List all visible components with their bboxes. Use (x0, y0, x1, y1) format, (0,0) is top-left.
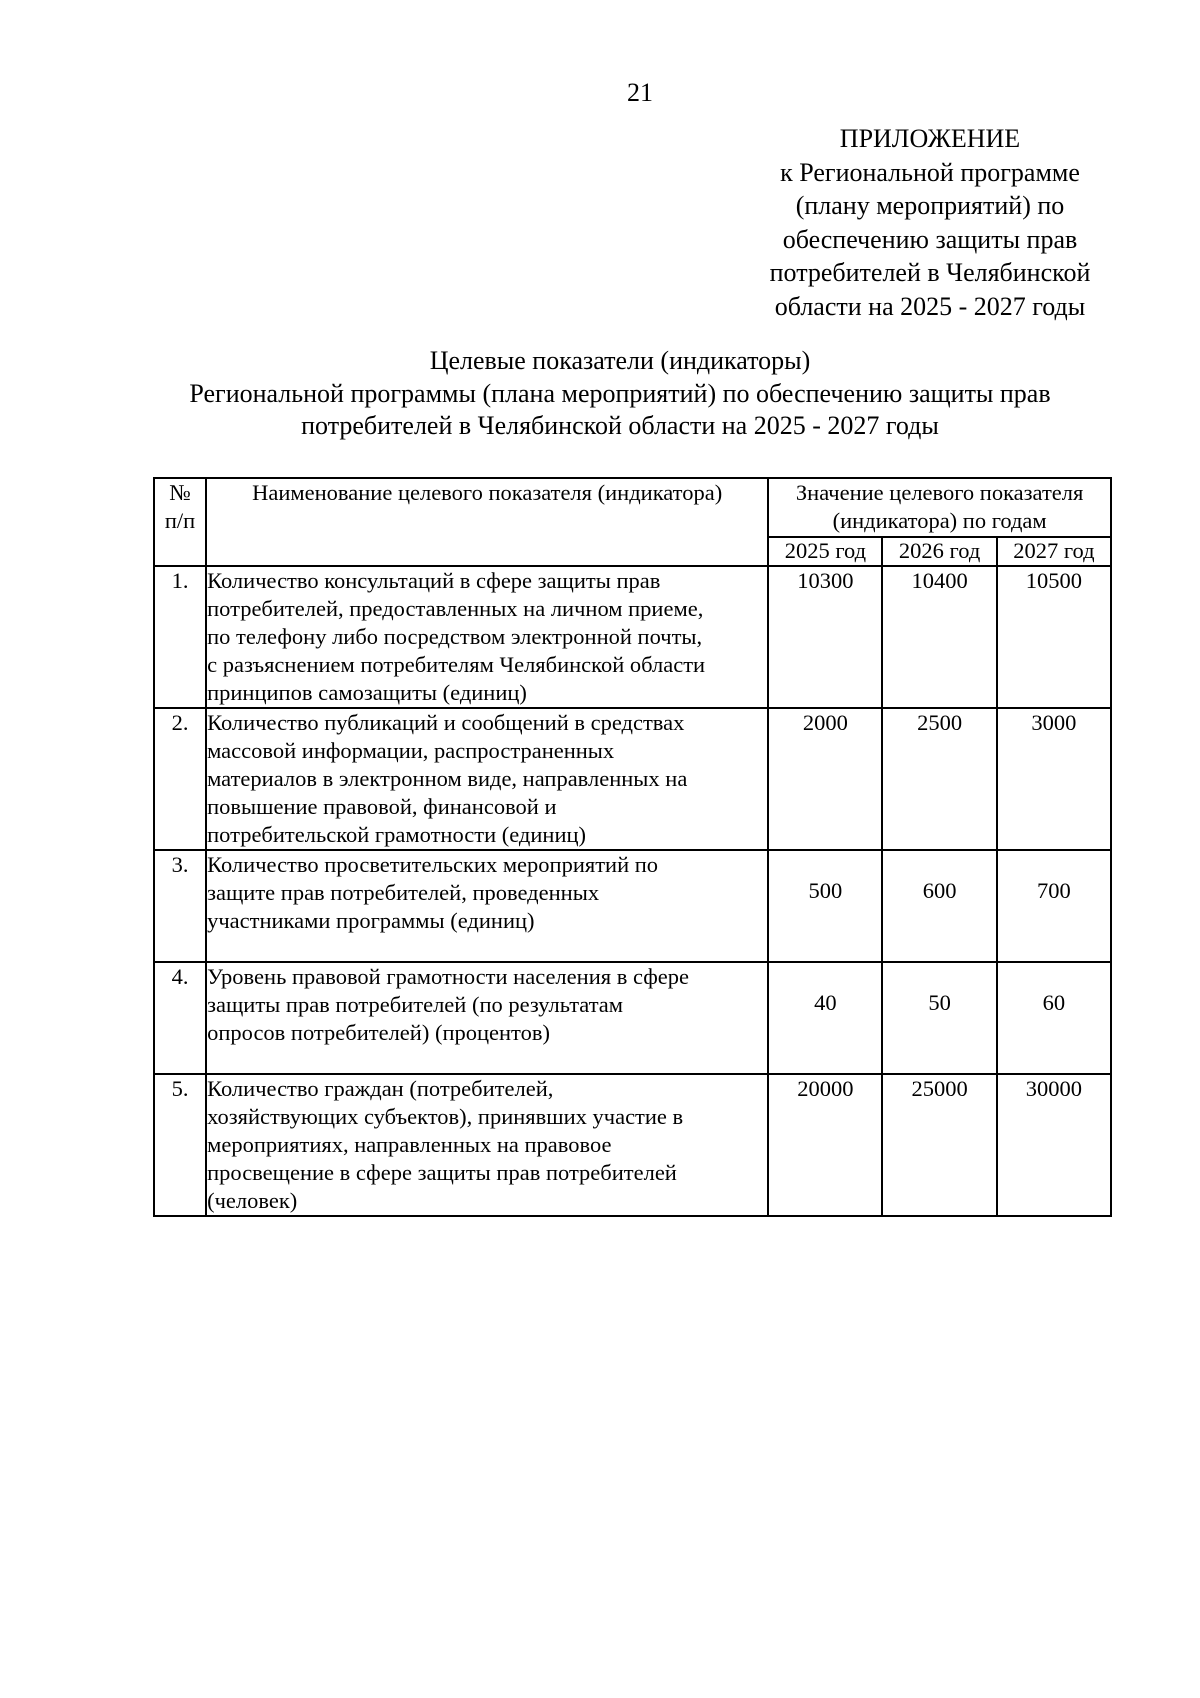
indicator-name-line: (человек) (207, 1188, 298, 1213)
indicator-name-line: принципов самозащиты (единиц) (207, 680, 527, 705)
indicator-name-line: материалов в электронном виде, направленных на (207, 766, 688, 791)
indicator-name-line: массовой информации, распространенных (207, 738, 615, 763)
header-num (154, 478, 206, 566)
value-2027: 10500 (997, 566, 1111, 708)
value-2026: 25000 (882, 1074, 996, 1216)
indicator-name-line: хозяйствующих субъектов), принявших участие в (207, 1104, 684, 1129)
appendix-heading: ПРИЛОЖЕНИЕ (839, 124, 1021, 153)
title-line: Целевые показатели (индикаторы) (429, 346, 811, 375)
table-row (154, 962, 1111, 1074)
indicator-name-line: защиты прав потребителей (по результатам (207, 992, 624, 1017)
row-number: 1. (154, 566, 206, 708)
header-num-line: п/п (164, 508, 196, 533)
indicators-table (153, 477, 1112, 1217)
value-2027: 3000 (997, 708, 1111, 850)
value-2025: 20000 (768, 1074, 882, 1216)
indicator-name (206, 962, 768, 1074)
document-title (120, 345, 1120, 443)
table-row (154, 566, 1111, 708)
indicator-name (206, 850, 768, 962)
header-value-group-line: Значение целевого показателя (795, 480, 1084, 505)
title-line: потребителей в Челябинской области на 2025 - 2027 годы (301, 411, 939, 440)
indicator-name-line: Количество граждан (потребителей, (207, 1076, 554, 1101)
indicator-name-line: мероприятиях, направленных на правовое (207, 1132, 612, 1157)
page-number: 21 (627, 78, 653, 107)
value-2026: 50 (882, 962, 996, 1074)
value-2025: 2000 (768, 708, 882, 850)
appendix-line: обеспечению защиты прав (782, 224, 1078, 254)
indicator-name-line: защите прав потребителей, проведенных (207, 880, 600, 905)
indicator-name-line: Уровень правовой грамотности населения в сфере (207, 964, 690, 989)
header-year-2025: 2025 год (768, 537, 882, 566)
indicator-name-line: повышение правовой, финансовой и (207, 794, 557, 819)
indicator-name (206, 566, 768, 708)
value-2026: 2500 (882, 708, 996, 850)
appendix-line: области на 2025 - 2027 годы (774, 291, 1086, 321)
indicator-name-line: по телефону либо посредством электронной почты, (207, 624, 703, 649)
appendix-block (740, 122, 1120, 323)
value-2026: 10400 (882, 566, 996, 708)
appendix-line: (плану мероприятий) по (795, 191, 1065, 220)
indicator-name-line: Количество просветительских мероприятий по (207, 852, 659, 877)
appendix-line: потребителей в Челябинской (769, 258, 1091, 287)
title-line: Региональной программы (плана мероприятий) по обеспечению защиты прав (189, 378, 1051, 408)
header-name: Наименование целевого показателя (индикатора) (206, 478, 768, 566)
value-2025: 500 (768, 850, 882, 962)
header-year-2026: 2026 год (882, 537, 996, 566)
row-number: 3. (154, 850, 206, 962)
indicator-name-line: с разъяснением потребителям Челябинской области (207, 652, 706, 677)
indicator-name-line: участниками программы (единиц) (207, 908, 535, 933)
indicator-name (206, 708, 768, 850)
value-2025: 10300 (768, 566, 882, 708)
appendix-line: к Региональной программе (780, 157, 1080, 187)
row-number: 5. (154, 1074, 206, 1216)
header-year-2027: 2027 год (997, 537, 1111, 566)
table-row (154, 1074, 1111, 1216)
row-number: 2. (154, 708, 206, 850)
indicator-name (206, 1074, 768, 1216)
indicator-name-line: потребителей, предоставленных на личном приеме, (207, 596, 704, 621)
value-2026: 600 (882, 850, 996, 962)
header-value-group-line: (индикатора) по годам (832, 508, 1047, 533)
indicator-name-line: опросов потребителей) (процентов) (207, 1020, 550, 1045)
value-2025: 40 (768, 962, 882, 1074)
table-row (154, 708, 1111, 850)
header-num-line: № (169, 480, 191, 505)
value-2027: 30000 (997, 1074, 1111, 1216)
value-2027: 60 (997, 962, 1111, 1074)
row-number: 4. (154, 962, 206, 1074)
indicator-name-line: Количество публикаций и сообщений в средствах (207, 710, 685, 735)
header-value-group (768, 478, 1111, 537)
indicator-name-line: Количество консультаций в сфере защиты прав (207, 568, 661, 593)
indicator-name-line: потребительской грамотности (единиц) (207, 822, 587, 847)
value-2027: 700 (997, 850, 1111, 962)
table-row (154, 850, 1111, 962)
indicator-name-line: просвещение в сфере защиты прав потребителей (207, 1160, 677, 1185)
